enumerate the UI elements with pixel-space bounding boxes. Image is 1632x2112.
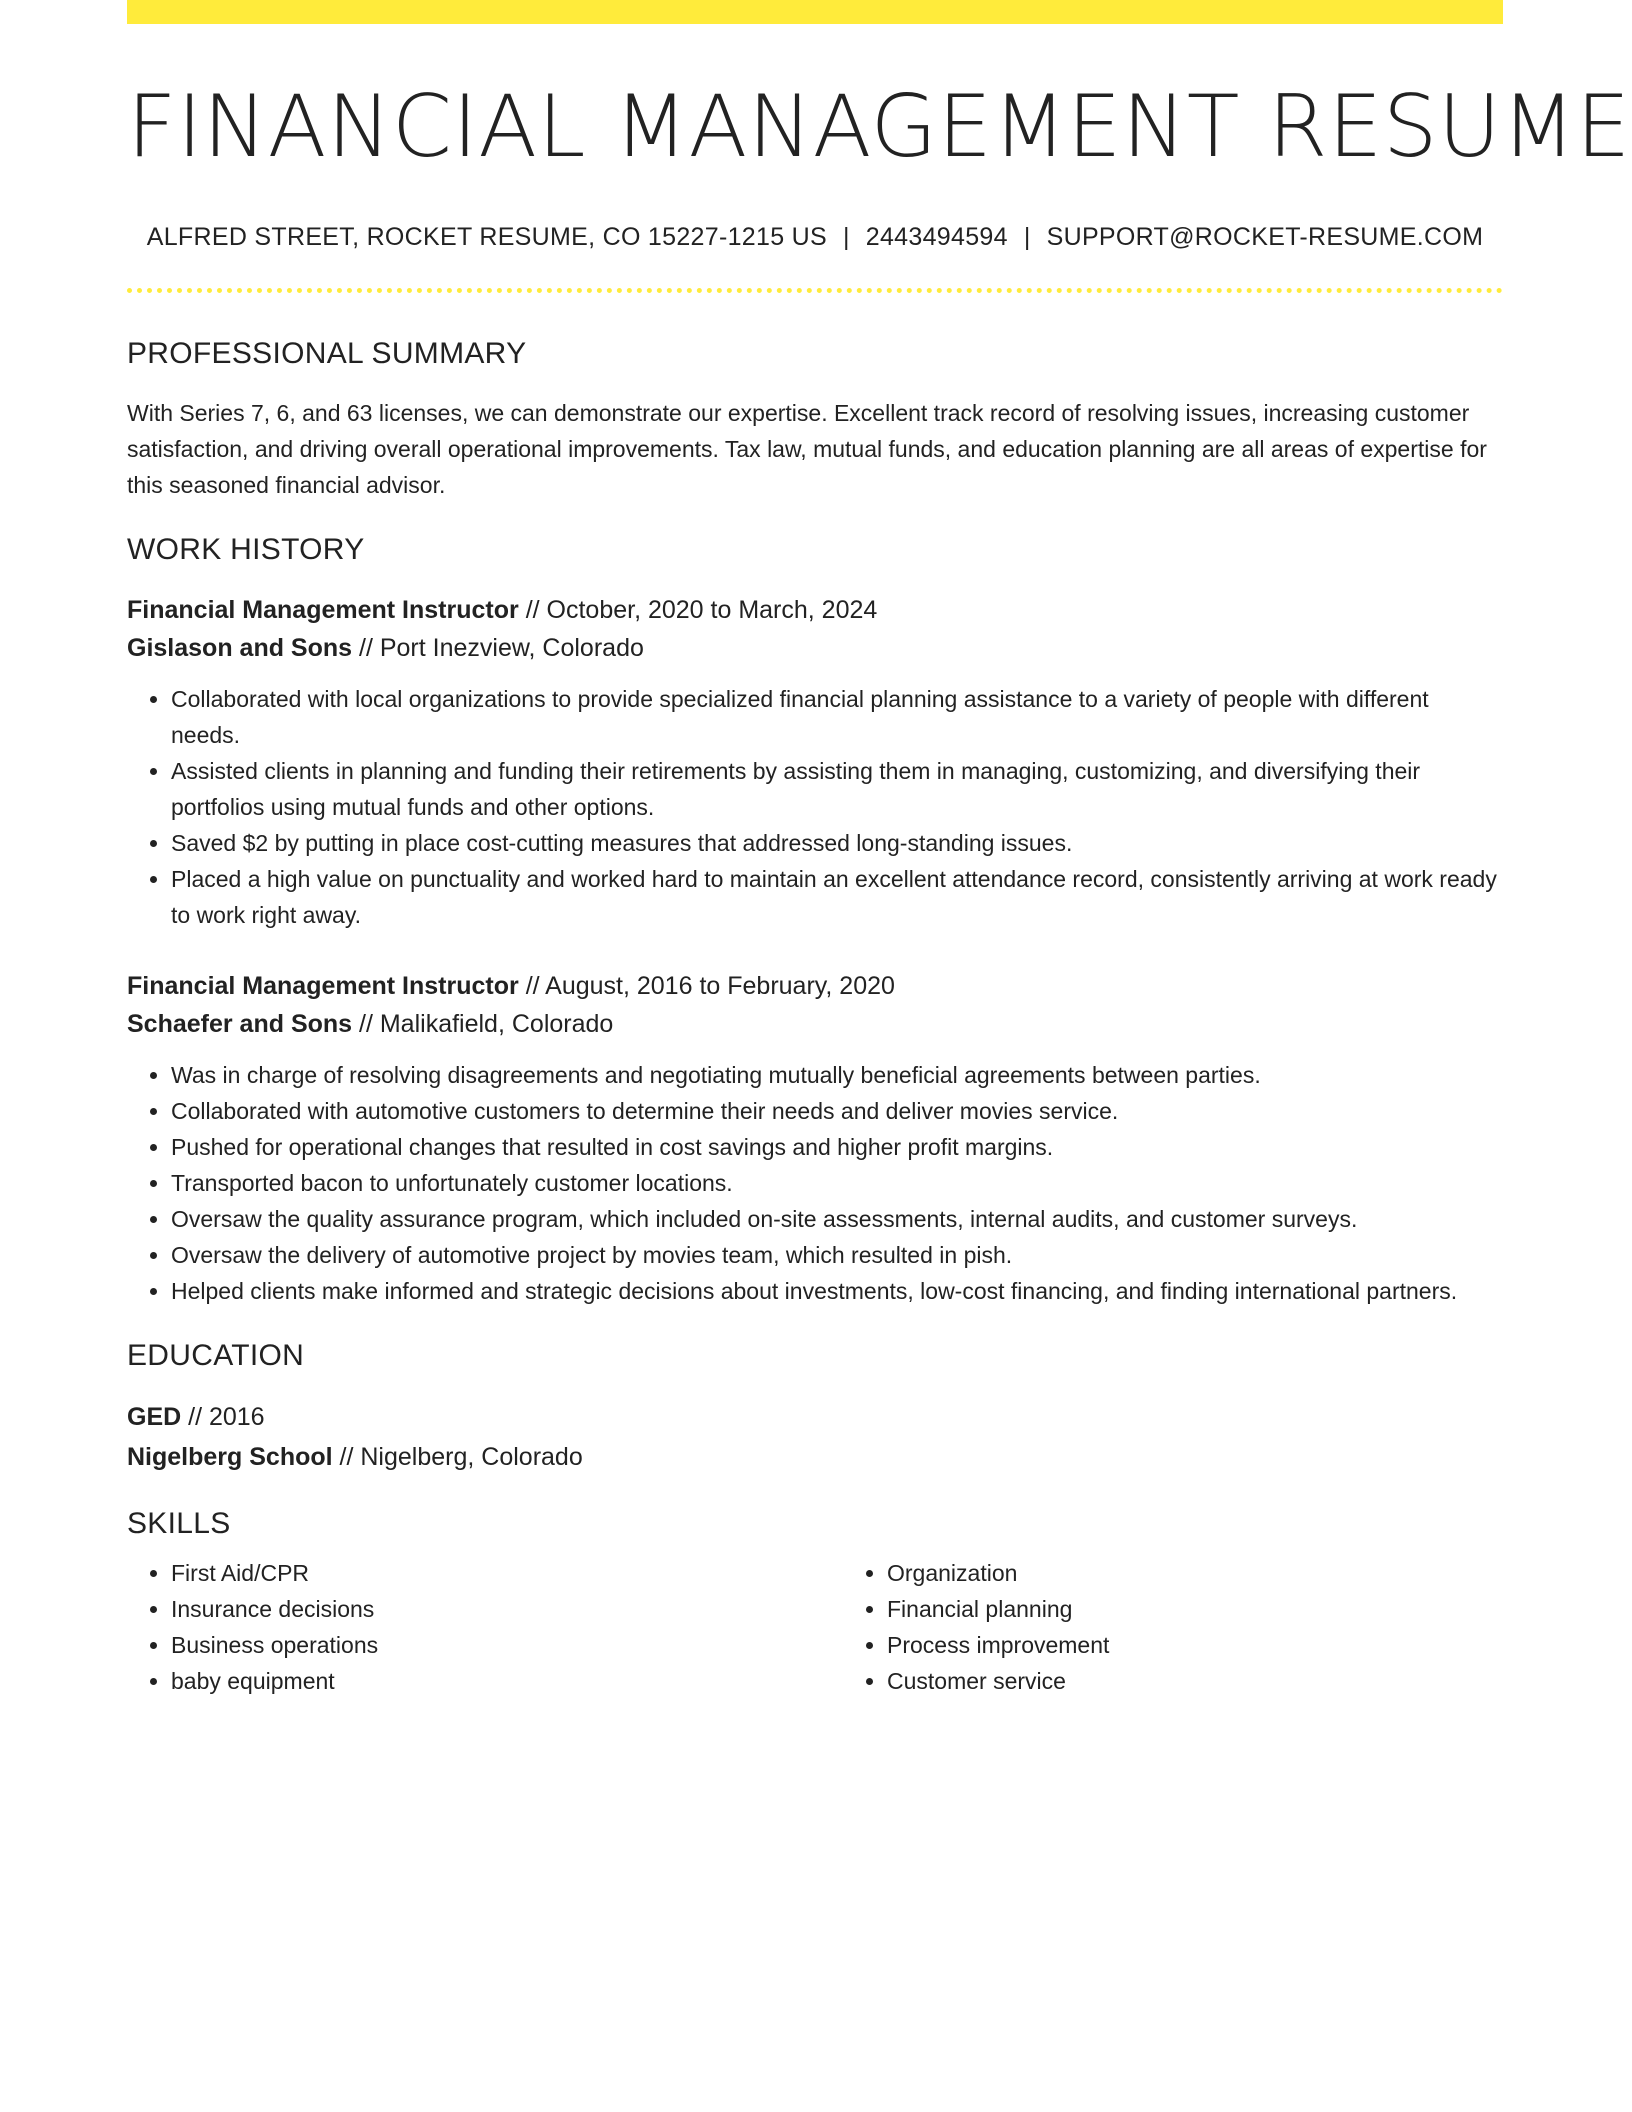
- skill-item: • Process improvement: [887, 1627, 1559, 1663]
- job-dates: // October, 2020 to March, 2024: [518, 595, 878, 624]
- job-company-line: [127, 1005, 1503, 1043]
- job-entry: [127, 967, 1503, 1309]
- contact-separator: |: [842, 222, 850, 251]
- work-history-heading: WORK HISTORY: [127, 532, 365, 566]
- contact-phone: 2443494594: [865, 222, 1008, 251]
- education-location: // Nigelberg, Colorado: [332, 1442, 583, 1471]
- job-bullet: • Was in charge of resolving disagreements and negotiating mutually beneficial agreements between parties.: [171, 1057, 1503, 1093]
- job-bullet: • Oversaw the delivery of automotive project by movies team, which resulted in pish.: [171, 1237, 1503, 1273]
- education-heading: EDUCATION: [127, 1338, 305, 1372]
- job-title: Financial Management Instructor: [127, 971, 519, 1000]
- job-dates: // August, 2016 to February, 2020: [518, 971, 895, 1000]
- job-title-line: [127, 967, 1503, 1005]
- top-accent-bar: [127, 0, 1503, 24]
- education-year: // 2016: [181, 1402, 265, 1431]
- job-bullet: • Pushed for operational changes that resulted in cost savings and higher profit margins.: [171, 1129, 1503, 1165]
- skills-list-right: [843, 1555, 1559, 1699]
- education-degree: GED: [127, 1402, 182, 1431]
- job-bullet: • Transported bacon to unfortunately customer locations.: [171, 1165, 1503, 1201]
- job-bullet: • Oversaw the quality assurance program, which included on-site assessments, internal audits, and customer surveys.: [171, 1201, 1503, 1237]
- job-bullet: • Placed a high value on punctuality and worked hard to maintain an excellent attendance record, consistently arriving at work ready to work right away.: [171, 861, 1503, 933]
- skill-item: • Insurance decisions: [171, 1591, 843, 1627]
- skill-item: • Financial planning: [887, 1591, 1559, 1627]
- job-bullet: • Collaborated with automotive customers to determine their needs and deliver movies service.: [171, 1093, 1503, 1129]
- skill-item: • Organization: [887, 1555, 1559, 1591]
- skills-heading: SKILLS: [127, 1506, 231, 1540]
- skill-item: • First Aid/CPR: [171, 1555, 843, 1591]
- job-bullet: • Saved $2 by putting in place cost-cutting measures that addressed long-standing issues.: [171, 825, 1503, 861]
- contact-address: ALFRED STREET, ROCKET RESUME, CO 15227-1215 US: [146, 222, 827, 251]
- job-bullet: • Collaborated with local organizations to provide specialized financial planning assistance to a variety of people with different needs.: [171, 681, 1503, 753]
- summary-heading: PROFESSIONAL SUMMARY: [127, 336, 527, 370]
- skills-list-left: [127, 1555, 843, 1699]
- education-school-line: [127, 1437, 1503, 1477]
- resume-page: [127, 0, 1631, 1699]
- job-title: Financial Management Instructor: [127, 595, 519, 624]
- resume-title: FINANCIAL MANAGEMENT RESUME: [127, 77, 1631, 177]
- job-location: // Malikafield, Colorado: [352, 1009, 614, 1038]
- contact-line: [127, 223, 1503, 252]
- job-company: Schaefer and Sons: [127, 1009, 353, 1038]
- job-company: Gislason and Sons: [127, 633, 353, 662]
- education-degree-line: [127, 1397, 1503, 1437]
- education-school: Nigelberg School: [127, 1442, 333, 1471]
- contact-email: SUPPORT@ROCKET-RESUME.COM: [1046, 222, 1484, 251]
- dotted-divider: [127, 288, 1503, 293]
- job-location: // Port Inezview, Colorado: [352, 633, 644, 662]
- job-bullet: • Helped clients make informed and strategic decisions about investments, low-cost financing, and finding international partners.: [171, 1273, 1503, 1309]
- job-company-line: [127, 629, 1503, 667]
- education-entry: [127, 1397, 1503, 1477]
- summary-text: With Series 7, 6, and 63 licenses, we can demonstrate our expertise. Excellent track record of resolving issues, increasing customer satisfaction, and driving overall operational improvements. Tax law, mutual funds, and education planning are all areas of expertise for this seasoned financial advisor.: [127, 399, 1487, 498]
- job-title-line: [127, 591, 1503, 629]
- skill-item: • baby equipment: [171, 1663, 843, 1699]
- skill-item: • Customer service: [887, 1663, 1559, 1699]
- job-bullets: [127, 1057, 1503, 1309]
- skill-item: • Business operations: [171, 1627, 843, 1663]
- job-entry: [127, 591, 1503, 933]
- job-bullets: [127, 681, 1503, 933]
- contact-separator: |: [1023, 222, 1031, 251]
- skills-grid: [127, 1555, 1503, 1699]
- job-bullet: • Assisted clients in planning and funding their retirements by assisting them in managing, customizing, and diversifying their portfolios using mutual funds and other options.: [171, 753, 1503, 825]
